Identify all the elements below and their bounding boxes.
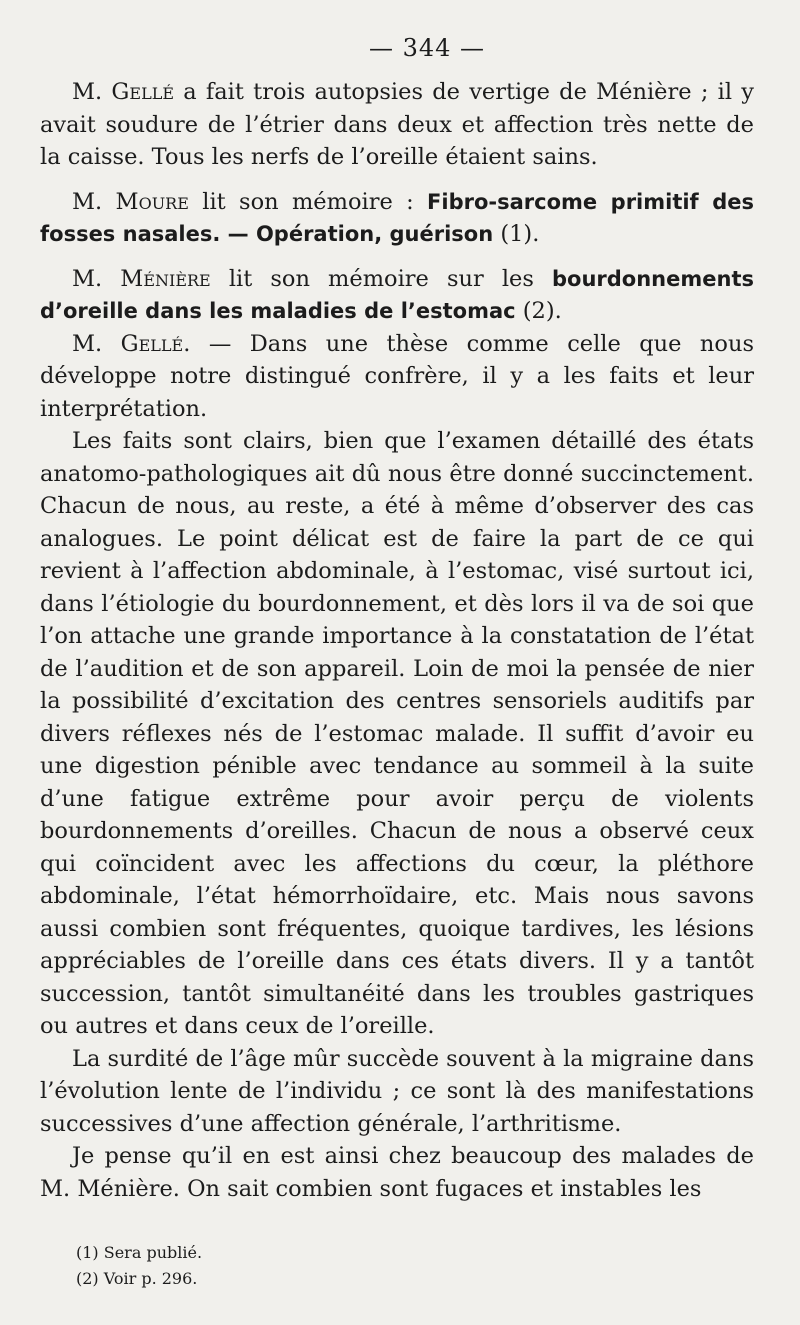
memoire-title: bourdonnements d’oreille dans les maladies de l’estomac (40, 266, 754, 323)
speaker-name: M. Moure (72, 188, 189, 215)
paragraph-malades: Je pense qu’il en est ainsi chez beaucoup des malades de M. Ménière. On sait combien sont fugaces et instables les (40, 1143, 754, 1202)
footnote-2: (2) Voir p. 296. (76, 1269, 198, 1288)
speaker-name: M. Ménière (72, 265, 211, 292)
paragraph-text: lit son mémoire : (188, 188, 428, 215)
memoire-title: Fibro-sarcome primitif des fosses nasales. — Opération, guérison (40, 189, 754, 246)
paragraph-text: lit son mémoire sur les (210, 265, 552, 292)
paragraph-gelle-autopsies (40, 76, 754, 174)
paragraph-text: a fait trois autopsies de vertige de Ménière ; il y avait soudure de l’étrier dans deux et affection très nette de la caisse. Tous les nerfs de l’oreille étaient sains. (40, 79, 754, 170)
speaker-name: M. Gellé (72, 79, 175, 105)
footnote-ref: (2). (515, 298, 562, 324)
footnotes (76, 1240, 202, 1292)
paragraph-moure-memoire (40, 186, 754, 251)
paragraph-surdite: La surdité de l’âge mûr succède souvent à la migraine dans l’évolution lente de l’individu ; ce sont là des manifestations successives d’une affection générale, l’arthritisme. (40, 1045, 754, 1137)
speaker-name: M. Gellé. (72, 330, 191, 357)
page-number: — 344 — (368, 34, 486, 62)
paragraph-meniere-memoire (40, 263, 754, 328)
paragraph-gelle-these (40, 328, 754, 426)
footnote-1: (1) Sera publié. (76, 1243, 203, 1262)
paragraph-text: — Dans une thèse comme celle que nous développe notre distingué confrère, il y a les faits et leur interprétation. (40, 330, 754, 422)
footnote-ref: (1). (493, 221, 540, 247)
paragraph-faits: Les faits sont clairs, bien que l’examen détaillé des états anatomo-pathologiques ait dû nous être donné succinctement. Chacun de nous, au reste, a été à même d’observer des cas analogues. Le point délicat est de faire la part de ce qui revient à l’affection abdominale, à l’estomac, visé surtout ici, dans l’étiologie du bourdonnement, et dès lors il va de soi que l’on attache une grande importance à la constatation de l’état de l’audition et de son appareil. Loin de moi la pensée de nier la possibilité d’excitation des centres sensoriels auditifs par divers réflexes nés de l’estomac malade. Il suffit d’avoir eu une digestion pénible avec tendance au sommeil à la suite d’une fatigue extrême pour avoir perçu de violents bourdonnements d’oreilles. Chacun de nous a observé ceux qui coïncident avec les affections du cœur, la pléthore abdominale, l’état hémorrhoïdaire, etc. Mais nous savons aussi combien sont fréquentes, quoique tardives, les lésions appréciables de l’oreille dans ces états divers. Il y a tantôt succession, tantôt simultanéité dans les troubles gastriques ou autres et dans ceux de l’oreille. (40, 428, 754, 1039)
